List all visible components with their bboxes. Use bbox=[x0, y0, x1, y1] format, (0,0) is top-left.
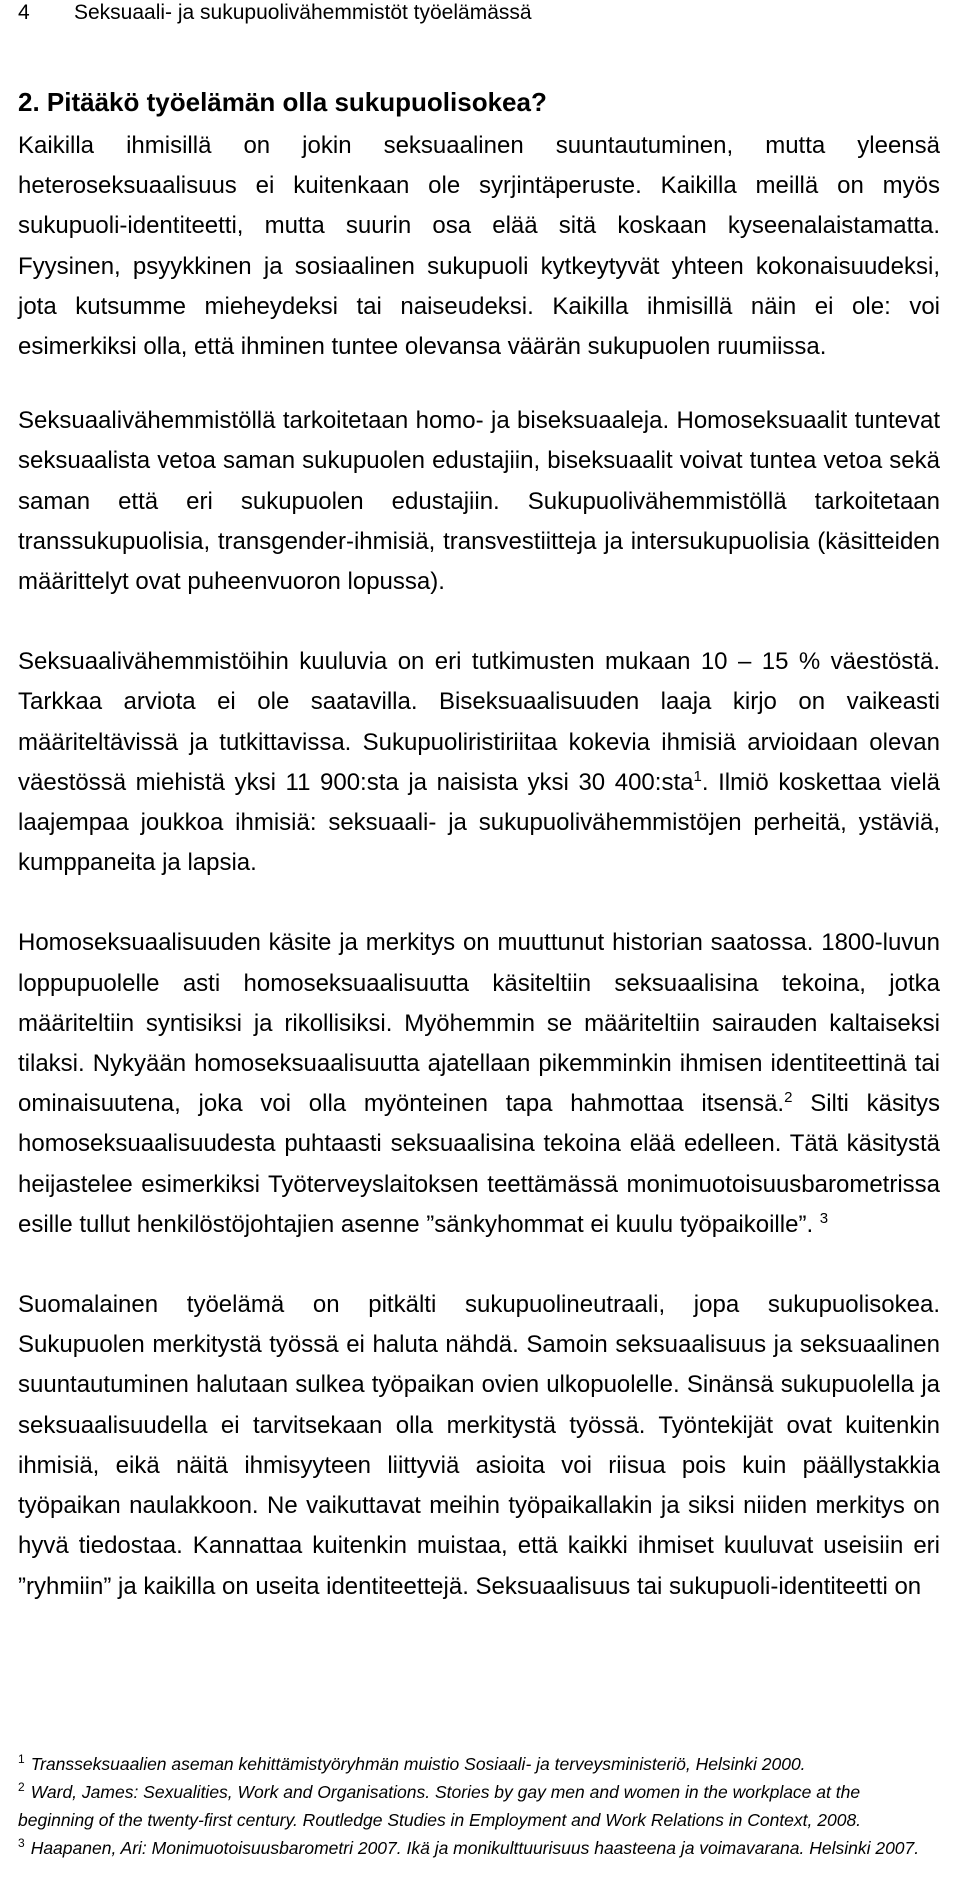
paragraph-text: Seksuaalivähemmistöihin kuuluvia on eri tutkimusten mukaan 10 – 15 % väestöstä. Tarkkaa arviota ei ole saatavilla. Biseksuaalisuuden laaja kirjo on vaikeasti määriteltävissä ja tutkittavissa. Sukupuoliristiriitaa kokevia ihmisiä arvioidaan olevan väestössä miehistä yksi 11 900:sta ja naisista yksi 30 400:sta bbox=[18, 648, 940, 796]
paragraph-text: Seksuaalivähemmistöllä tarkoitetaan homo- ja biseksuaaleja. Homoseksuaalit tuntevat seksuaalista vetoa saman sukupuolen edustajiin, biseksuaalit voivat tuntea vetoa sekä saman että eri sukupuolen edustajiin. Sukupuolivähemmistöllä tarkoitetaan transsukupuolisia, transgender-ihmisiä, transvestiitteja ja intersukupuolisia (käsitteiden määrittelyt ovat puheenvuoron lopussa). bbox=[18, 407, 940, 596]
section-title: 2. Pitääkö työelämän olla sukupuolisokea? bbox=[18, 87, 547, 117]
paragraph bbox=[18, 642, 940, 883]
paragraph bbox=[18, 126, 940, 367]
footnotes bbox=[18, 1750, 940, 1862]
paragraph-text: Silti käsitys homoseksuaalisuudesta puhtaasti seksuaalisina tekoina elää edelleen. Tätä käsitystä heijastelee esimerkiksi Työterveyslaitoksen teettämässä monimuotoisuusbarometrissa esille tullut henkilöstöjohtajien asenne ”sänkyhommat ei kuulu työpaikoille”. bbox=[18, 1090, 940, 1238]
footnote-number: 3 bbox=[18, 1836, 25, 1851]
footnote-reference[interactable]: 2 bbox=[784, 1089, 793, 1107]
paragraph-text: Homoseksuaalisuuden käsite ja merkitys on muuttunut historian saatossa. 1800-luvun loppupuolelle asti homoseksuaalisuutta käsiteltiin seksuaalisina tekoina, jotka määriteltiin syntisiksi ja rikollisiksi. Myöhemmin se määriteltiin sairauden kaltaiseksi tilaksi. Nykyään homoseksuaalisuutta ajatellaan pikemminkin ihmisen identiteettinä tai ominaisuutena, joka voi olla myönteinen tapa hahmottaa itsensä. bbox=[18, 929, 940, 1118]
footnote-reference[interactable]: 3 bbox=[819, 1209, 829, 1227]
footnote-number: 1 bbox=[18, 1752, 25, 1767]
footnote-text: Transseksuaalien aseman kehittämistyöryhmän muistio Sosiaali- ja terveysministeriö, Helsinki 2000. bbox=[30, 1754, 806, 1774]
footnote-reference[interactable]: 1 bbox=[693, 767, 702, 785]
footnote-text: Haapanen, Ari: Monimuotoisuusbarometri 2007. Ikä ja monikulttuurisuus haasteena ja voimavarana. Helsinki 2007. bbox=[30, 1838, 920, 1858]
paragraph bbox=[18, 1285, 940, 1607]
footnote-text: Ward, James: Sexualities, Work and Organisations. Stories by gay men and women in the workplace at the beginning of the twenty-first century. Routledge Studies in Employment and Work Relations in Context, 2008. bbox=[18, 1782, 862, 1830]
page-number: 4 bbox=[18, 1, 30, 24]
paragraph bbox=[18, 923, 940, 1245]
paragraph-text: Suomalainen työelämä on pitkälti sukupuolineutraali, jopa sukupuolisokea. Sukupuolen merkitystä työssä ei haluta nähdä. Samoin seksuaalisuus ja seksuaalinen suuntautuminen halutaan sulkea työpaikan ovien ulkopuolelle. Sinänsä sukupuolella ja seksuaalisuudella ei tarvitsekaan olla merkitystä työssä. Työntekijät ovat kuitenkin ihmisiä, eikä näitä ihmisyyteen liittyviä asioita voi riisua pois kuin päällystakkia työpaikan naulakkoon. Ne vaikuttavat meihin työpaikallakin ja siksi niiden merkitys on hyvä tiedostaa. Kannattaa kuitenkin muistaa, että kaikki ihmiset kuuluvat useisiin eri ”ryhmiin” ja kaikilla on useita identiteettejä. Seksuaalisuus tai sukupuoli-identiteetti on bbox=[18, 1291, 940, 1600]
running-header bbox=[18, 0, 532, 26]
footnote bbox=[18, 1778, 940, 1834]
paragraph-text: . Ilmiö koskettaa vielä laajempaa joukkoa ihmisiä: seksuaali- ja sukupuolivähemmistöjen perheitä, ystäviä, kumppaneita ja lapsia. bbox=[18, 768, 940, 877]
body-text bbox=[18, 82, 940, 1647]
footnote bbox=[18, 1834, 940, 1862]
paragraph-text: Kaikilla ihmisillä on jokin seksuaalinen suuntautuminen, mutta yleensä heteroseksuaalisuus ei kuitenkaan ole syrjintäperuste. Kaikilla meillä on myös sukupuoli-identiteetti, mutta suurin osa elää sitä koskaan kyseenalaistamatta. Fyysinen, psyykkinen ja sosiaalinen sukupuoli kytkeytyvät yhteen kokonaisuudeksi, jota kutsumme mieheydeksi tai naiseudeksi. Kaikilla ihmisillä näin ei ole: voi esimerkiksi olla, että ihminen tuntee olevansa väärän sukupuolen ruumiissa. bbox=[18, 132, 940, 361]
running-title: Seksuaali- ja sukupuolivähemmistöt työelämässä bbox=[74, 1, 532, 24]
paragraph bbox=[18, 401, 940, 602]
footnote bbox=[18, 1750, 940, 1778]
footnote-number: 2 bbox=[18, 1780, 25, 1795]
